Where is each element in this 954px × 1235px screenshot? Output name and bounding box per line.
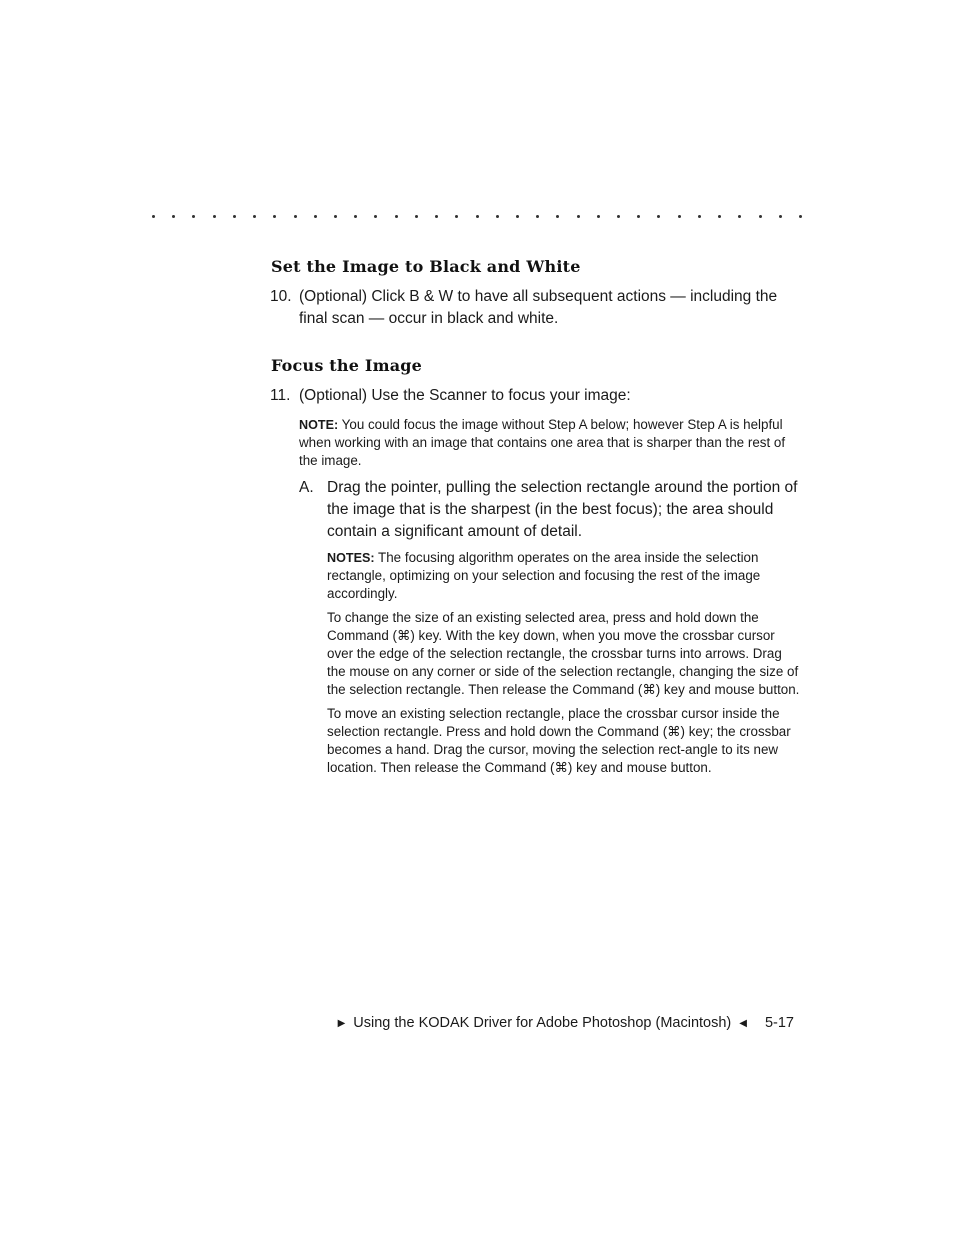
notes: [327, 549, 801, 603]
notes-text: The focusing algorithm operates on the area inside the selection rectangle, optimizing on your selection and focusing the rest of the image accordingly.: [327, 550, 761, 601]
substep-letter: A.: [299, 479, 314, 496]
triangle-left-icon: ◀: [739, 1017, 747, 1029]
page-content: [271, 257, 801, 777]
note-label: NOTE:: [299, 418, 339, 432]
section-heading-black-white: Set the Image to Black and White: [271, 257, 581, 276]
footer-title: Using the KODAK Driver for Adobe Photoshop (Macintosh): [353, 1015, 732, 1031]
triangle-right-icon: ▶: [337, 1017, 346, 1029]
step-text: (Optional) Use the Scanner to focus your image:: [299, 387, 631, 404]
step-text: (Optional) Click B & W to have all subsequent actions — including the final scan — occur in black and white.: [299, 288, 778, 327]
note-text: You could focus the image without Step A below; however Step A is helpful when working with an image that contains one area that is sharper than the rest of the image.: [299, 417, 786, 468]
step-10: [271, 286, 801, 330]
substep-text: Drag the pointer, pulling the selection rectangle around the portion of the image that is the sharpest (in the best focus); the area should contain a significant amount of detail.: [327, 479, 798, 540]
section-heading-focus: Focus the Image: [271, 356, 423, 375]
step-number: 10.: [270, 288, 292, 305]
page-footer: [338, 1015, 794, 1031]
resize-paragraph: To change the size of an existing selected area, press and hold down the Command (⌘) key. With the key down, when you move the crossbar cursor over the edge of the selection rectangle, the crossbar turns into arrows. Drag the mouse on any corner or side of the selection rectangle, changing the size of the selection rectangle. Then release the Command (⌘) key and mouse button.: [327, 610, 800, 697]
page-number: 5-17: [764, 1015, 794, 1031]
notes-label: NOTES:: [327, 551, 375, 565]
note: [299, 416, 801, 470]
move-paragraph: To move an existing selection rectangle, place the crossbar cursor inside the selection rectangle. Press and hold down the Command (⌘) key; the crossbar becomes a hand. Drag the cursor, moving the selection rect-angle to its new location. Then release the Command (⌘) key and mouse button.: [327, 706, 791, 775]
step-number: 11.: [270, 387, 291, 404]
substep-a: [299, 477, 801, 543]
step-11: [271, 385, 801, 407]
dotted-rule: [152, 200, 802, 224]
